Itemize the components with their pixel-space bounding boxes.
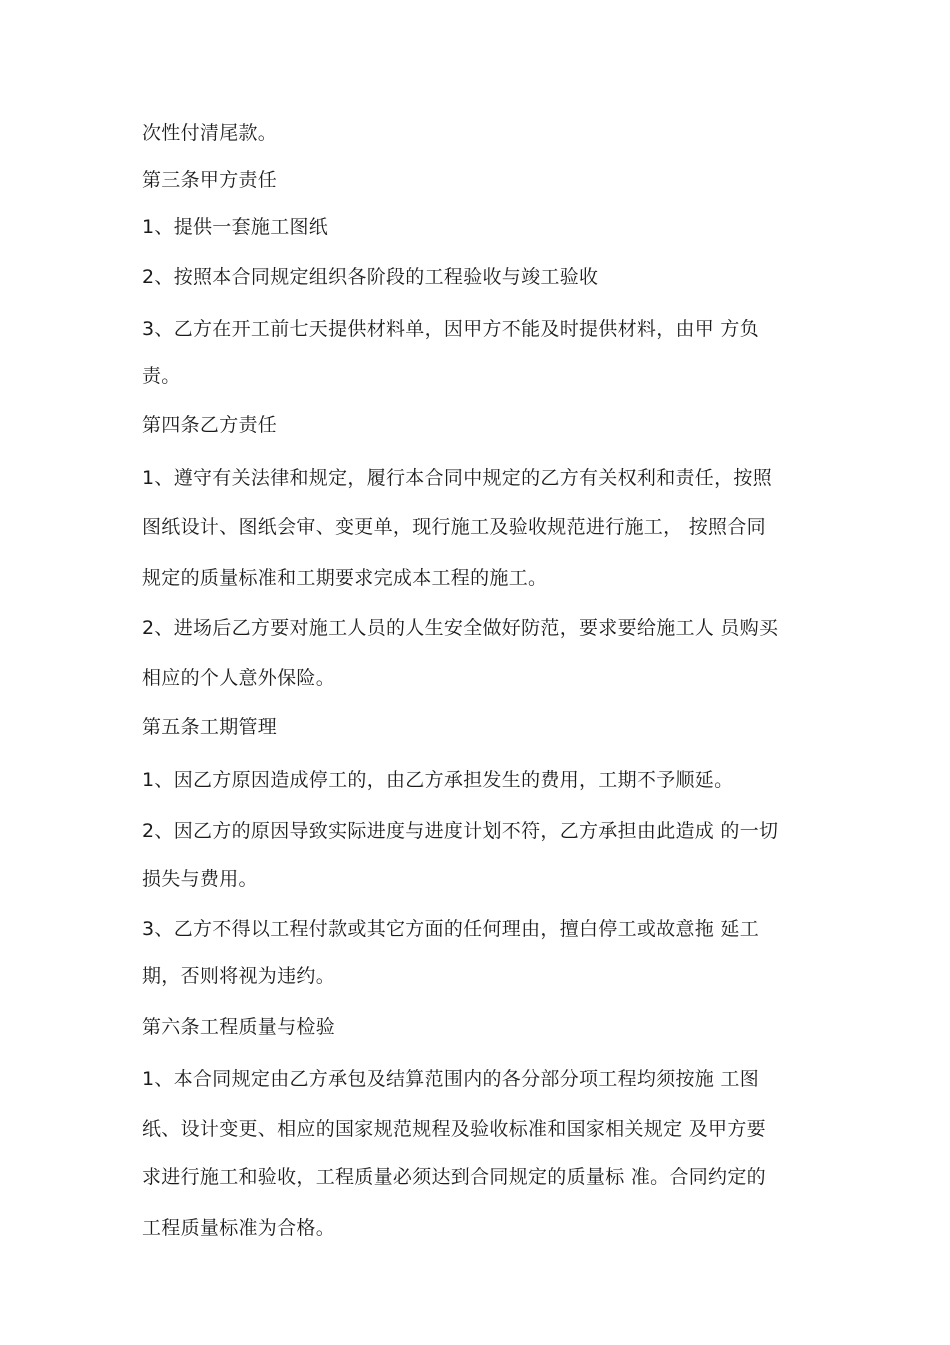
section-heading: 第五条工期管理 <box>142 716 278 738</box>
section-heading: 第四条乙方责任 <box>142 414 278 436</box>
section-heading: 第六条工程质量与检验 <box>142 1016 336 1038</box>
text-line: 1、遵守有关法律和规定，履行本合同中规定的乙方有关权利和责任，按照 <box>142 467 772 489</box>
text-line: 2、进场后乙方要对施工人员的人生安全做好防范，要求要给施工人 员购买 <box>142 617 779 639</box>
text-line: 图纸设计、图纸会审、变更单，现行施工及验收规范进行施工， 按照合同 <box>142 516 766 538</box>
text-line: 损失与费用。 <box>142 868 258 890</box>
text-line: 相应的个人意外保险。 <box>142 667 336 689</box>
text-line: 责。 <box>142 365 181 387</box>
text-line: 纸、设计变更、相应的国家规范规程及验收标准和国家相关规定 及甲方要 <box>142 1118 766 1140</box>
text-line: 1、本合同规定由乙方承包及结算范围内的各分部分项工程均须按施 工图 <box>142 1068 760 1090</box>
text-line: 3、乙方在开工前七天提供材料单，因甲方不能及时提供材料，由甲 方负 <box>142 318 760 340</box>
text-line: 求进行施工和验收，工程质量必须达到合同规定的质量标 准。合同约定的 <box>142 1166 766 1188</box>
text-line: 3、乙方不得以工程付款或其它方面的任何理由，擅白停工或故意拖 延工 <box>142 918 760 940</box>
section-heading: 第三条甲方责任 <box>142 169 278 191</box>
text-line: 1、因乙方原因造成停工的，由乙方承担发生的费用，工期不予顺延。 <box>142 769 734 791</box>
text-line: 规定的质量标准和工期要求完成本工程的施工。 <box>142 567 548 589</box>
text-line: 期，否则将视为违约。 <box>142 965 336 987</box>
text-line: 工程质量标准为合格。 <box>142 1217 336 1239</box>
text-line: 1、提供一套施工图纸 <box>142 216 329 238</box>
text-line: 2、因乙方的原因导致实际进度与进度计划不符，乙方承担由此造成 的一切 <box>142 820 779 842</box>
text-line: 2、按照本合同规定组织各阶段的工程验收与竣工验收 <box>142 266 599 288</box>
text-line: 次性付清尾款。 <box>142 122 278 144</box>
